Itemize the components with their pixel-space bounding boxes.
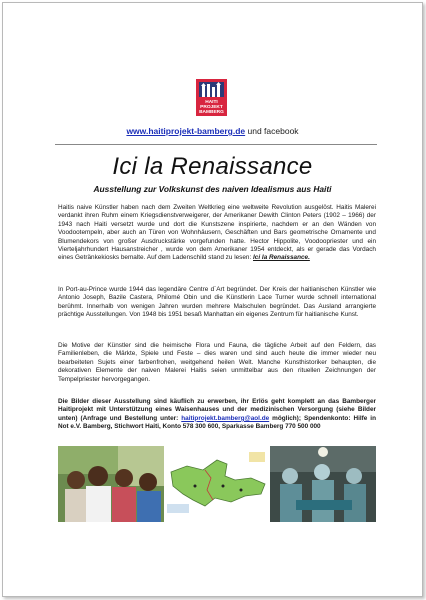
children-photo: [58, 446, 164, 522]
website-link[interactable]: www.haitiprojekt-bamberg.de: [126, 126, 246, 136]
donation-text-before: Die Bilder dieser Ausstellung sind käuflich zu erwerben, ihr Erlös geht komplett an das Bamberger Haitiprojekt mit Unterstützung eines Waisenhauses und der medizinischen Versorgung (siehe Bilder unten) (Anfrage und Bestellung unter:: [58, 398, 376, 422]
document-title: Ici la Renaissance: [112, 153, 313, 180]
paragraph-donation: [58, 398, 376, 432]
surgery-photo: [270, 446, 376, 522]
paragraph-motifs: Die Motive der Künstler sind die heimische Flora und Fauna, die tägliche Arbeit auf den Feldern, das Familienleben, die Märkte, Spiele und Feste – dies waren und sind auch heute die immer wieder neu bearbeiteten Sujets einer farbenfrohen, weitgehend heilen Welt. Manche Kunsthistoriker behaupten, die dekorativen Elemente der naiven Malerei Haitis seien unmittelbar aus den rituellen Zeichnungen der Tempelpriester hervorgegangen.: [58, 342, 376, 383]
paragraph-centre-dart: In Port-au-Prince wurde 1944 das legendäre Centre d´Art begründet. Der Kreis der haitianischen Künstler wie Antonio Joseph, Bazile Castera, Philomé Obin und die Künstlerin Lace Turner wurde schnell international berühmt. Innerhalb von wenigen Jahren wurden mehrere Malschulen begründet. Das Ausland arrangierte prächtige Ausstellungen. Von 1948 bis 1951 besaß Manhattan ein eigenes Zentrum für haitianische Kunst.: [58, 286, 376, 319]
logo-line-2: PROJEKT: [200, 105, 223, 110]
logo-line-1: HAITI: [205, 100, 218, 105]
donation-text-after: möglich); Spendenkonto: Hilfe in Not e.V. Bamberg, Stichwort Haiti, Konto 578 300 600, Sparkasse Bamberg 770 500 000: [58, 414, 376, 431]
shop-sign-quote: Ici la Renaissance.: [253, 254, 310, 262]
haitiprojekt-logo: [196, 79, 227, 116]
paragraph-history: [58, 204, 376, 263]
document-page: [2, 2, 423, 597]
paragraph-history-text: Haitis naive Künstler haben nach dem Zweiten Weltkrieg eine weltweite Revolution ausgelöst. Haitis Malerei verdankt ihren Ruhm einem Kriegsdienstverweigerer, der Amerikaner Dewith Clinton Peters (1902 – 1966) der 1943 nach Haiti versetzt wurde und dort die Kunstszene inspirierte, nachdem er an den Wänden von Voodootempeln, aber auch an Türen von Wohnhäusern, Geschäften und Bars geometrische Ornamente und Blumendekors von großer Ausdruckstärke vorgefunden hatte. Hector Hippolite, Voodoopriester und ein Vierteljahrhundert Hausanstreicher , wurde von dem Amerikaner 1954 entdeckt, als er gerade das Vordach eines Getränkekiosks bemalte. Auf dem Ladenschild stand zu lesen:: [58, 204, 376, 262]
website-suffix: und facebook: [245, 126, 299, 136]
website-line: [3, 126, 422, 136]
haiti-map-image: [165, 446, 271, 522]
header-divider: [55, 144, 377, 145]
email-link[interactable]: haitiprojekt.bamberg@aol.de: [181, 414, 270, 422]
document-subtitle: Ausstellung zur Volkskunst des naiven Idealismus aus Haiti: [93, 184, 332, 194]
logo-line-3: BAMBERG: [199, 110, 224, 115]
